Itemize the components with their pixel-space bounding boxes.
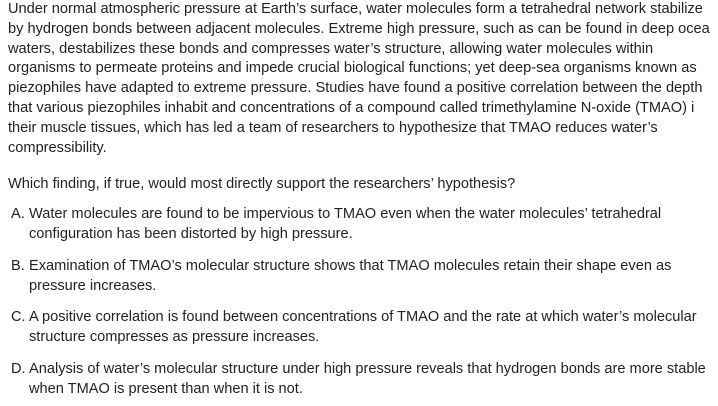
passage-line: by hydrogen bonds between adjacent molecules. Extreme high pressure, such as can be found in deep ocea <box>8 20 710 37</box>
passage-line: waters, destabilizes these bonds and compresses water’s structure, allowing water molecules within <box>8 40 654 57</box>
passage-line: piezophiles have adapted to extreme pressure. Studies have found a positive correlation between the depth <box>8 80 703 97</box>
option-text: Analysis of water’s molecular structure under high pressure reveals that hydrogen bonds are more stable <box>29 360 706 377</box>
option-text: pressure increases. <box>29 277 157 294</box>
option-text: A positive correlation is found between concentrations of TMAO and the rate at which water’s molecular <box>29 309 697 326</box>
option-letter: A. <box>11 206 25 223</box>
passage-line: compressibility. <box>8 139 107 156</box>
answer-options <box>8 205 718 399</box>
answer-option-d[interactable] <box>8 360 718 400</box>
answer-option-c[interactable] <box>8 308 718 348</box>
option-text: Examination of TMAO’s molecular structure shows that TMAO molecules retain their shape even as <box>29 257 672 274</box>
option-letter: C. <box>11 309 26 326</box>
option-letter: D. <box>11 360 26 377</box>
answer-option-a[interactable] <box>8 205 718 245</box>
question-text: Which finding, if true, would most directly support the researchers’ hypothesis? <box>8 176 516 193</box>
option-text: structure compresses as pressure increases. <box>29 329 320 346</box>
option-letter: B. <box>11 257 25 274</box>
passage-line: organisms to permeate proteins and impede crucial biological functions; yet deep-sea organisms known as <box>8 60 697 77</box>
answer-option-b[interactable] <box>8 257 718 297</box>
question-stem <box>8 175 718 195</box>
option-text: Water molecules are found to be impervious to TMAO even when the water molecules’ tetrahedral <box>29 206 662 223</box>
option-text: when TMAO is present than when it is not. <box>29 380 303 397</box>
passage-line: their muscle tissues, which has led a team of researchers to hypothesize that TMAO reduces water’s <box>8 119 658 136</box>
passage-line: Under normal atmospheric pressure at Earth’s surface, water molecules form a tetrahedral network stabilize <box>8 1 703 17</box>
passage <box>8 0 718 158</box>
option-text: configuration has been distorted by high pressure. <box>29 225 353 242</box>
question-page <box>8 0 718 400</box>
passage-line: that various piezophiles inhabit and concentrations of a compound called trimethylamine N-oxide (TMAO) i <box>8 99 695 116</box>
